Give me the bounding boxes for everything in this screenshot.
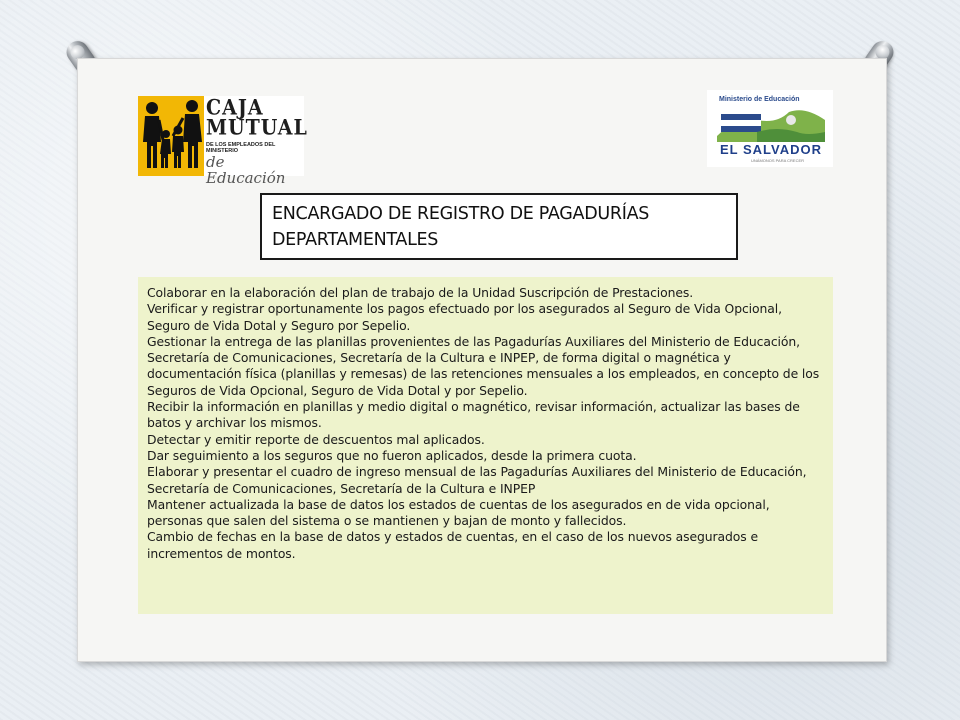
mined-el-salvador-logo [707, 90, 833, 167]
mutual-word: MUTUAL [206, 114, 308, 141]
caja-mutual-logo [138, 94, 308, 187]
mined-top-text: Ministerio de Educación [719, 96, 800, 103]
caja-word: CAJA [206, 94, 264, 121]
el-salvador-text: EL SALVADOR [719, 142, 822, 157]
page-title: ENCARGADO DE REGISTRO DE PAGADURÍAS DEPARTAMENTALES [272, 204, 650, 250]
mined-tagline: UNÁMONOS PARA CRECER [751, 158, 805, 163]
responsibility-item: Cambio de fechas en la base de datos y estados de cuentas, en el caso de los nuevos asegurados e incrementos de montos. [147, 529, 759, 561]
flag-landscape-icon [717, 106, 825, 142]
responsibility-item: Detectar y emitir reporte de descuentos mal aplicados. [147, 431, 485, 447]
responsibility-item: Gestionar la entrega de las planillas provenientes de las Pagadurías Auxiliares del Ministerio de Educación, Secretaría de Comunicaciones, Secretaría de la Cultura e INPEP, de forma digital o magnética y documentación física (planillas y remesas) de las retenciones mensuales a los empleados, en concepto de los Seguros de Vida Opcional, Seguro de Vida Dotal y por Sepelio. [147, 333, 820, 398]
responsibility-item: Recibir la información en planillas y medio digital o magnético, revisar información, actualizar las bases de batos y archivar los mismos. [147, 399, 800, 431]
family-figures-icon [138, 96, 204, 176]
title-box [260, 193, 738, 260]
responsibility-item: Elaborar y presentar el cuadro de ingreso mensual de las Pagadurías Auxiliares del Ministerio de Educación, Secretaría de Comunicaciones, Secretaría de la Cultura e INPEP [147, 464, 807, 496]
responsibility-item: Verificar y registrar oportunamente los pagos efectuado por los asegurados al Seguro de Vida Opcional, Seguro de Vida Dotal y Seguro por Sepelio. [147, 301, 782, 333]
responsibilities-box [138, 277, 833, 614]
responsibility-item: Dar seguimiento a los seguros que no fueron aplicados, desde la primera cuota. [147, 447, 637, 463]
caja-script: de Educación [206, 153, 286, 187]
caja-subtitle: DE LOS EMPLEADOS DEL MINISTERIO [206, 142, 276, 154]
responsibility-item: Mantener actualizada la base de datos los estados de cuentas de los asegurados en de vida opcional, personas que salen del sistema o se mantienen y bajan de monto y fallecidos. [147, 496, 770, 529]
responsibility-item: Colaborar en la elaboración del plan de trabajo de la Unidad Suscripción de Prestaciones. [147, 285, 694, 300]
